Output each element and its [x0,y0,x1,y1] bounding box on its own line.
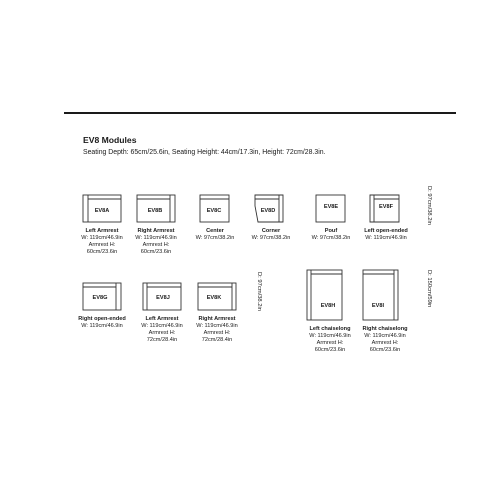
ev8k-code: EV8K [206,295,222,301]
ev8c-caption: Center W: 97cm/38.2in [195,228,235,241]
ev8a-code: EV8A [94,208,110,214]
ev8k-caption: Right Armrest W: 119cm/46.9in Armrest H: 72cm/28.4in [196,316,238,343]
ev8i-code: EV8I [371,303,385,309]
specs-line: Seating Depth: 65cm/25.6in, Seating Height: 44cm/17.3in, Height: 72cm/28.3in. [83,149,326,156]
depth-label-row2-left: D: 97cm/38.2in [256,272,262,311]
ev8f-caption: Left open-ended W: 119cm/46.9in [364,228,408,241]
ev8e-code: EV8E [323,204,339,210]
ev8h-outline [307,270,342,320]
ev8c-code: EV8C [206,208,222,214]
ev8e-caption: Pouf W: 97cm/38.2in [311,228,351,241]
ev8g-caption: Right open-ended W: 119cm/46.9in [78,316,126,329]
ev8g-code: EV8G [92,295,108,301]
ev8d-code: EV8D [260,208,276,214]
depth-label-row1: D: 97cm/38.2in [426,186,432,225]
ev8f-code: EV8F [379,204,393,210]
ev8i-outline [363,270,398,320]
ev8h-code: EV8H [320,303,336,309]
ev8b-code: EV8B [147,208,163,214]
ev8j-code: EV8J [156,295,170,301]
ev8j-caption: Left Armrest W: 119cm/46.9in Armrest H: 72cm/28.4in [141,316,183,343]
page-title: EV8 Modules [83,135,137,145]
ev8h-caption: Left chaiselong W: 119cm/46.9in Armrest H: 60cm/23.6in [309,326,351,353]
ev8d-caption: Corner W: 97cm/38.2in [251,228,291,241]
ev8b-caption: Right Armrest W: 119cm/46.9in Armrest H: 60cm/23.6in [135,228,177,255]
ev8i-caption: Right chaiselong W: 119cm/46.9in Armrest H: 60cm/23.6in [362,326,408,353]
depth-label-row2-right: D: 150cm/59in [426,270,432,308]
ev8a-caption: Left Armrest W: 119cm/46.9in Armrest H: 60cm/23.6in [81,228,123,255]
